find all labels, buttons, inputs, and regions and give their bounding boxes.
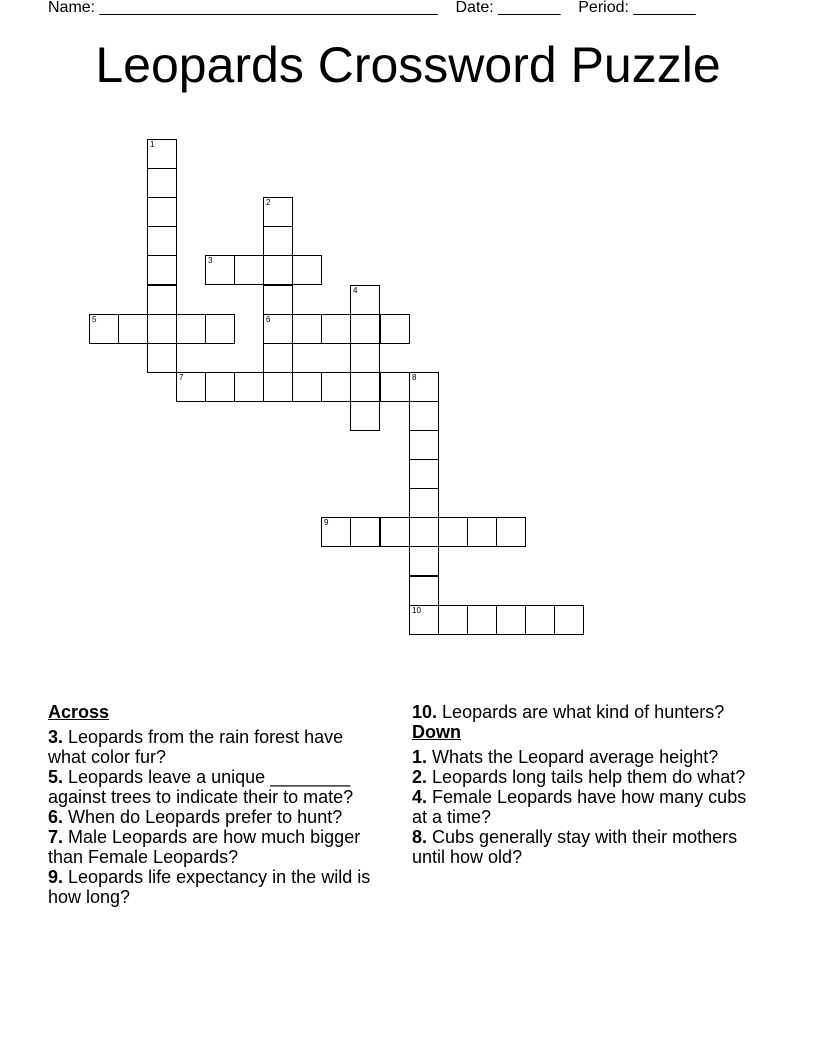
clue-number: 3. xyxy=(48,727,64,747)
grid-cell[interactable] xyxy=(147,197,177,227)
grid-cell[interactable] xyxy=(321,314,351,344)
clue-across-3 xyxy=(48,727,378,767)
grid-cell[interactable] xyxy=(263,197,293,227)
across-heading: Across xyxy=(48,702,110,722)
clue-down-4 xyxy=(412,787,752,827)
clue-down-1 xyxy=(412,747,752,767)
clue-text: Leopards long tails help them do what? xyxy=(432,767,746,787)
clue-number: 5. xyxy=(48,767,64,787)
grid-cell[interactable] xyxy=(438,517,468,547)
clue-across-7 xyxy=(48,827,378,867)
clue-text: Leopards are what kind of hunters? xyxy=(442,702,725,722)
clue-number: 10. xyxy=(412,702,438,722)
grid-cell[interactable] xyxy=(147,285,177,315)
grid-cell[interactable] xyxy=(292,255,322,285)
grid-cell[interactable] xyxy=(350,401,380,431)
grid-cell[interactable] xyxy=(350,285,380,315)
grid-cell[interactable] xyxy=(176,314,206,344)
clue-text: Leopards leave a unique ________ against trees to indicate their to mate? xyxy=(48,767,354,807)
grid-cell[interactable] xyxy=(234,372,264,402)
grid-cell[interactable] xyxy=(263,255,293,285)
grid-cell[interactable] xyxy=(350,372,380,402)
grid-cell[interactable] xyxy=(176,372,206,402)
grid-cell[interactable] xyxy=(350,517,380,547)
grid-cell[interactable] xyxy=(467,517,497,547)
grid-cell[interactable] xyxy=(118,314,148,344)
grid-cell[interactable] xyxy=(380,314,410,344)
grid-cell[interactable] xyxy=(147,343,177,373)
grid-cell[interactable] xyxy=(554,605,584,635)
grid-cell[interactable] xyxy=(263,343,293,373)
grid-cell[interactable] xyxy=(263,226,293,256)
grid-cell[interactable] xyxy=(205,255,235,285)
grid-cell[interactable] xyxy=(292,314,322,344)
grid-cell[interactable] xyxy=(438,605,468,635)
grid-cell[interactable] xyxy=(147,255,177,285)
grid-cell[interactable] xyxy=(409,459,439,489)
cell-number: 10 xyxy=(412,606,421,615)
grid-cell[interactable] xyxy=(263,285,293,315)
grid-cell[interactable] xyxy=(525,605,555,635)
clue-number: 9. xyxy=(48,867,64,887)
grid-cell[interactable] xyxy=(89,314,119,344)
grid-cell[interactable] xyxy=(147,226,177,256)
grid-cell[interactable] xyxy=(409,517,439,547)
grid-cell[interactable] xyxy=(350,314,380,344)
grid-cell[interactable] xyxy=(467,605,497,635)
clues-column-right xyxy=(412,702,752,867)
clue-across-5 xyxy=(48,767,378,807)
grid-cell[interactable] xyxy=(263,372,293,402)
grid-cell[interactable] xyxy=(147,168,177,198)
cell-number: 6 xyxy=(266,315,271,324)
grid-cell[interactable] xyxy=(409,546,439,576)
grid-cell[interactable] xyxy=(409,430,439,460)
clue-text: Leopards life expectancy in the wild is how long? xyxy=(48,867,371,907)
grid-cell[interactable] xyxy=(380,372,410,402)
grid-cell[interactable] xyxy=(321,372,351,402)
grid-cell[interactable] xyxy=(409,372,439,402)
cell-number: 5 xyxy=(92,315,97,324)
page-title: Leopards Crossword Puzzle xyxy=(95,37,721,93)
grid-cell[interactable] xyxy=(292,372,322,402)
grid-cell[interactable] xyxy=(409,576,439,606)
grid-cell[interactable] xyxy=(321,517,351,547)
grid-cell[interactable] xyxy=(205,372,235,402)
grid-cell[interactable] xyxy=(147,314,177,344)
cell-number: 8 xyxy=(412,373,417,382)
grid-cell[interactable] xyxy=(496,517,526,547)
cell-number: 4 xyxy=(353,286,358,295)
grid-cell[interactable] xyxy=(350,343,380,373)
grid-cell[interactable] xyxy=(234,255,264,285)
clues-column-left xyxy=(48,702,378,907)
clue-text: Male Leopards are how much bigger than Female Leopards? xyxy=(48,827,361,867)
clue-across-9 xyxy=(48,867,378,907)
clue-number: 2. xyxy=(412,767,428,787)
grid-cell[interactable] xyxy=(496,605,526,635)
grid-cell[interactable] xyxy=(263,314,293,344)
grid-cell[interactable] xyxy=(380,517,410,547)
grid-cell[interactable] xyxy=(409,401,439,431)
clue-text: Leopards from the rain forest have what color fur? xyxy=(48,727,344,767)
cell-number: 2 xyxy=(266,198,271,207)
clue-number: 1. xyxy=(412,747,428,767)
clue-number: 7. xyxy=(48,827,64,847)
grid-cell[interactable] xyxy=(409,488,439,518)
clue-down-2 xyxy=(412,767,752,787)
clue-text: Cubs generally stay with their mothers until how old? xyxy=(412,827,738,867)
clue-number: 4. xyxy=(412,787,428,807)
down-heading: Down xyxy=(412,722,461,742)
grid-cell[interactable] xyxy=(409,605,439,635)
cell-number: 1 xyxy=(150,140,155,149)
grid-cell[interactable] xyxy=(205,314,235,344)
clue-across-10 xyxy=(412,702,752,722)
cell-number: 7 xyxy=(179,373,184,382)
clue-down-8 xyxy=(412,827,752,867)
clue-text: Whats the Leopard average height? xyxy=(432,747,719,767)
clue-across-6 xyxy=(48,807,378,827)
clue-number: 8. xyxy=(412,827,428,847)
clue-text: Female Leopards have how many cubs at a time? xyxy=(412,787,747,827)
clue-number: 6. xyxy=(48,807,64,827)
cell-number: 9 xyxy=(324,518,329,527)
cell-number: 3 xyxy=(208,256,213,265)
header-fields: Name: ______________________________________ Date: _______ Period: _______ xyxy=(48,0,696,16)
grid-cell[interactable] xyxy=(147,139,177,169)
clue-text: When do Leopards prefer to hunt? xyxy=(68,807,343,827)
